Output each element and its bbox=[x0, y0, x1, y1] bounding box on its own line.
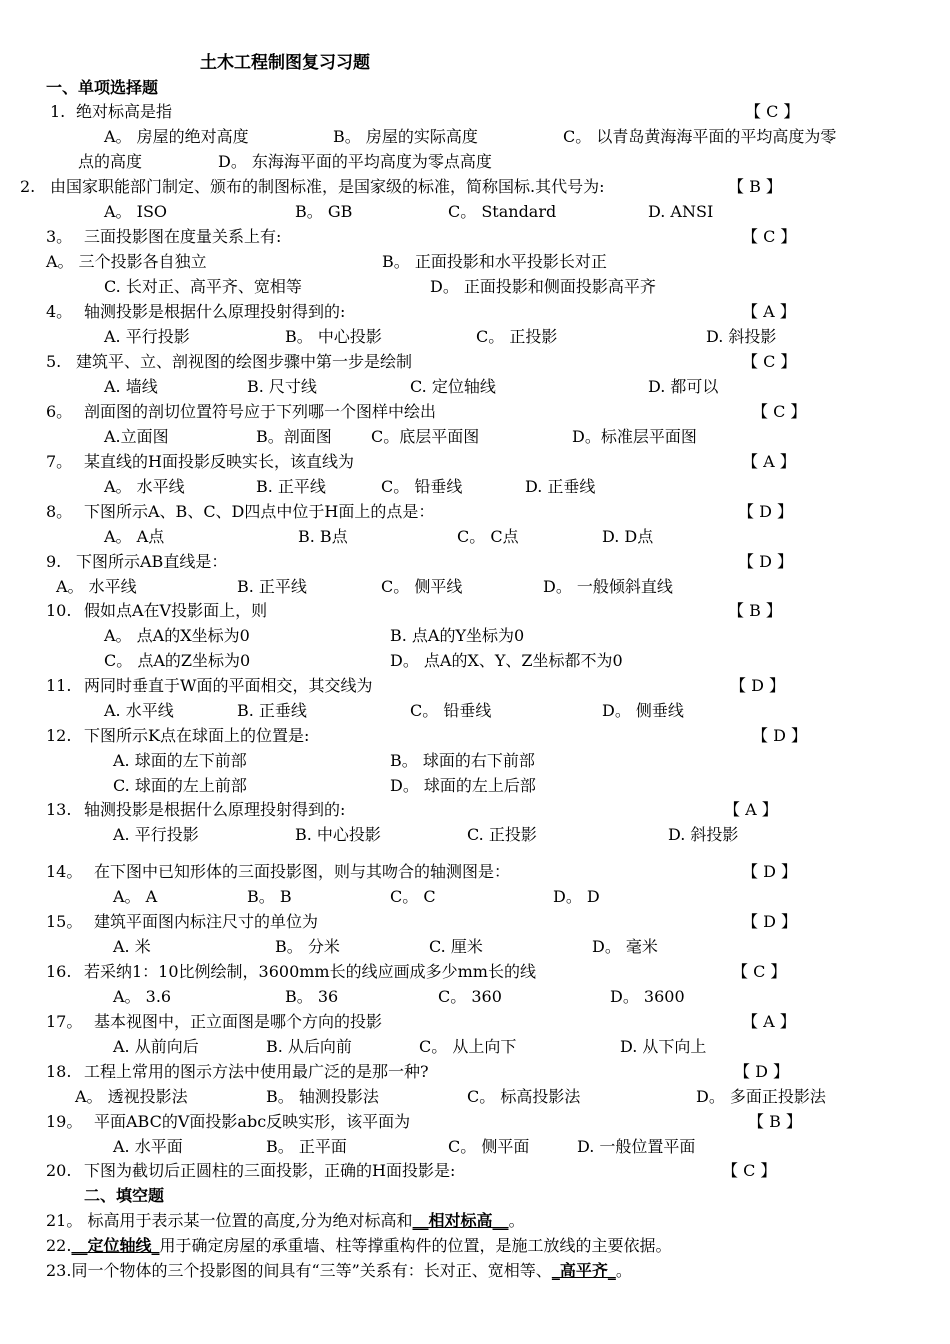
question-stem: 若采纳1：10比例绘制，3600mm长的线应画成多少mm长的线 bbox=[84, 962, 536, 981]
option-d: D。 多面正投影法 bbox=[696, 1087, 826, 1106]
fill-answer: __相对标高__ bbox=[412, 1211, 509, 1230]
question-stem: 下图所示A、B、C、D四点中位于H面上的点是： bbox=[84, 502, 435, 521]
option-a: A。 A点 bbox=[104, 527, 165, 546]
option-d: D. 都可以 bbox=[648, 377, 719, 396]
option-a: A. 墙线 bbox=[104, 377, 158, 396]
question-number: 19。 bbox=[46, 1112, 83, 1131]
question-number: 14。 bbox=[46, 862, 83, 881]
option-c: C. 正投影 bbox=[467, 825, 537, 844]
answer-bracket: 【 B 】 bbox=[748, 1112, 802, 1131]
option-c: C。 360 bbox=[438, 987, 502, 1006]
option-b: B。 正平面 bbox=[266, 1137, 347, 1156]
option-c: C。 侧平线 bbox=[381, 577, 463, 596]
question-stem: 下图为截切后正圆柱的三面投影，正确的H面投影是: bbox=[84, 1161, 456, 1180]
option-c: C。 以青岛黄海海平面的平均高度为零 bbox=[563, 127, 837, 146]
option-c: C. 球面的左上前部 bbox=[113, 776, 247, 795]
answer-bracket: 【 A 】 bbox=[724, 800, 778, 819]
question-stem: 由国家职能部门制定、颁布的制图标准，是国家级的标准，简称国标.其代号为: bbox=[50, 177, 605, 196]
answer-bracket: 【 C 】 bbox=[752, 402, 807, 421]
option-a: A。 三个投影各自独立 bbox=[46, 252, 207, 271]
option-b: B. B点 bbox=[298, 527, 348, 546]
option-b: B。 中心投影 bbox=[285, 327, 382, 346]
option-a: A. 球面的左下前部 bbox=[113, 751, 247, 770]
fill-question-21 bbox=[46, 1211, 525, 1231]
question-number: 16. bbox=[46, 962, 72, 981]
question-number: 20. bbox=[46, 1161, 72, 1180]
option-d: D. ANSI bbox=[648, 202, 714, 221]
option-a: A。 ISO bbox=[104, 202, 168, 221]
question-number: 15。 bbox=[46, 912, 83, 931]
question-number: 12. bbox=[46, 726, 72, 745]
answer-bracket: 【 D 】 bbox=[738, 502, 794, 521]
answer-bracket: 【 B 】 bbox=[728, 601, 782, 620]
option-b: B. 正平线 bbox=[256, 477, 326, 496]
question-number: 11. bbox=[46, 676, 72, 695]
fill-answer: __定位轴线_ bbox=[71, 1236, 160, 1255]
question-number: 4。 bbox=[46, 302, 73, 321]
answer-bracket: 【 D 】 bbox=[730, 676, 786, 695]
question-stem: 平面ABC的V面投影abc反映实形，该平面为 bbox=[94, 1112, 411, 1131]
option-a: A. 水平线 bbox=[104, 701, 174, 720]
question-stem: 建筑平面图内标注尺寸的单位为 bbox=[94, 912, 319, 931]
option-b: B。 B bbox=[247, 887, 292, 906]
option-b: B。 球面的右下前部 bbox=[390, 751, 535, 770]
answer-bracket: 【 C 】 bbox=[745, 102, 800, 121]
option-b: B。 轴测投影法 bbox=[266, 1087, 379, 1106]
option-d: D。 一般倾斜直线 bbox=[543, 577, 673, 596]
option-c: C。 标高投影法 bbox=[467, 1087, 581, 1106]
fill-text: 。 bbox=[615, 1261, 632, 1280]
question-stem: 剖面图的剖切位置符号应于下列哪一个图样中绘出 bbox=[84, 402, 437, 421]
answer-bracket: 【 D 】 bbox=[752, 726, 808, 745]
option-c: C。 从上向下 bbox=[419, 1037, 517, 1056]
answer-bracket: 【 D 】 bbox=[742, 912, 798, 931]
answer-bracket: 【 C 】 bbox=[732, 962, 787, 981]
question-number: 2. bbox=[20, 177, 36, 196]
option-d: D. 从下向上 bbox=[620, 1037, 707, 1056]
option-c: C. 长对正、高平齐、宽相等 bbox=[104, 277, 302, 296]
option-d: D. D点 bbox=[602, 527, 654, 546]
option-b: B. 中心投影 bbox=[295, 825, 381, 844]
option-d: D。 球面的左上后部 bbox=[390, 776, 536, 795]
option-d: D。 3600 bbox=[610, 987, 685, 1006]
question-stem: 工程上常用的图示方法中使用最广泛的是那一种? bbox=[84, 1062, 429, 1081]
option-a: A. 米 bbox=[113, 937, 151, 956]
question-stem: 建筑平、立、剖视图的绘图步骤中第一步是绘制 bbox=[76, 352, 413, 371]
fill-text: 用于确定房屋的承重墙、柱等撑重构件的位置，是施工放线的主要依据。 bbox=[159, 1236, 672, 1255]
answer-bracket: 【 A 】 bbox=[742, 302, 796, 321]
option-d: D. 正垂线 bbox=[525, 477, 596, 496]
option-b: B。 房屋的实际高度 bbox=[333, 127, 478, 146]
option-d: D。 D bbox=[553, 887, 600, 906]
option-c: C。 C bbox=[390, 887, 436, 906]
question-number: 10. bbox=[46, 601, 72, 620]
option-b: B. 正平线 bbox=[237, 577, 307, 596]
option-a: A。 水平线 bbox=[56, 577, 137, 596]
fill-question-23 bbox=[46, 1261, 632, 1281]
option-c: C。 侧平面 bbox=[448, 1137, 530, 1156]
answer-bracket: 【 A 】 bbox=[742, 1012, 796, 1031]
question-number: 8。 bbox=[46, 502, 73, 521]
option-a: A。 点A的X坐标为0 bbox=[104, 626, 250, 645]
option-b: B。剖面图 bbox=[256, 427, 332, 446]
option-d: D. 斜投影 bbox=[668, 825, 739, 844]
option-c: C。 C点 bbox=[457, 527, 519, 546]
option-d: D。 东海海平面的平均高度为零点高度 bbox=[218, 152, 492, 171]
option-a: A。 透视投影法 bbox=[75, 1087, 188, 1106]
section-heading-choice: 一、单项选择题 bbox=[46, 78, 159, 97]
option-c-continued: 点的高度 bbox=[78, 152, 143, 171]
answer-bracket: 【 D 】 bbox=[734, 1062, 790, 1081]
section-heading-fill: 二、填空题 bbox=[84, 1186, 165, 1205]
answer-bracket: 【 D 】 bbox=[742, 862, 798, 881]
option-b: B。 正面投影和水平投影长对正 bbox=[382, 252, 607, 271]
option-a: A. 平行投影 bbox=[104, 327, 190, 346]
fill-answer: _高平齐_ bbox=[551, 1261, 616, 1280]
option-b: B。 GB bbox=[295, 202, 353, 221]
answer-bracket: 【 C 】 bbox=[722, 1161, 777, 1180]
question-stem: 在下图中已知形体的三面投影图，则与其吻合的轴测图是： bbox=[94, 862, 511, 881]
option-b: B。 分米 bbox=[275, 937, 340, 956]
question-number: 1. bbox=[50, 102, 66, 121]
option-c: C. 定位轴线 bbox=[410, 377, 496, 396]
fill-text: 21。 标高用于表示某一位置的高度,分为绝对标高和 bbox=[46, 1211, 413, 1230]
option-a: A. 水平面 bbox=[113, 1137, 183, 1156]
option-a: A.立面图 bbox=[104, 427, 169, 446]
option-d: D。 侧垂线 bbox=[602, 701, 684, 720]
question-number: 5. bbox=[46, 352, 62, 371]
option-d: D。标准层平面图 bbox=[572, 427, 697, 446]
fill-text: 22. bbox=[46, 1236, 72, 1255]
option-b: B. 正垂线 bbox=[237, 701, 307, 720]
question-stem: 假如点A在V投影面上，则 bbox=[84, 601, 268, 620]
option-b: B。 36 bbox=[285, 987, 339, 1006]
option-c: C. 厘米 bbox=[429, 937, 483, 956]
question-number: 18. bbox=[46, 1062, 72, 1081]
option-d: D。 点A的X、Y、Z坐标都不为0 bbox=[390, 651, 623, 670]
answer-bracket: 【 A 】 bbox=[742, 452, 796, 471]
option-a: A。 房屋的绝对高度 bbox=[104, 127, 249, 146]
question-number: 6。 bbox=[46, 402, 73, 421]
question-number: 3。 bbox=[46, 227, 73, 246]
option-b: B. 从后向前 bbox=[266, 1037, 352, 1056]
option-c: C。 Standard bbox=[448, 202, 557, 221]
option-a: A。 水平线 bbox=[104, 477, 185, 496]
question-stem: 基本视图中，正立面图是哪个方向的投影 bbox=[94, 1012, 383, 1031]
question-stem: 轴测投影是根据什么原理投射得到的: bbox=[84, 302, 346, 321]
question-stem: 三面投影图在度量关系上有: bbox=[84, 227, 282, 246]
question-number: 17。 bbox=[46, 1012, 83, 1031]
question-number: 13. bbox=[46, 800, 72, 819]
question-stem: 轴测投影是根据什么原理投射得到的: bbox=[84, 800, 346, 819]
option-c: C。底层平面图 bbox=[371, 427, 480, 446]
question-stem: 绝对标高是指 bbox=[76, 102, 173, 121]
page-title: 土木工程制图复习习题 bbox=[200, 53, 370, 73]
option-d: D. 斜投影 bbox=[706, 327, 777, 346]
fill-text: 23.同一个物体的三个投影图的间具有“三等”关系有：长对正、宽相等、 bbox=[46, 1261, 552, 1280]
answer-bracket: 【 B 】 bbox=[728, 177, 782, 196]
question-stem: 某直线的H面投影反映实长，该直线为 bbox=[84, 452, 354, 471]
option-a: A。 3.6 bbox=[113, 987, 172, 1006]
fill-text: 。 bbox=[508, 1211, 525, 1230]
option-c: C。 正投影 bbox=[476, 327, 558, 346]
option-d: D。 正面投影和侧面投影高平齐 bbox=[430, 277, 656, 296]
fill-question-22 bbox=[46, 1236, 671, 1256]
option-c: C。 铅垂线 bbox=[381, 477, 463, 496]
question-stem: 两同时垂直于W面的平面相交，其交线为 bbox=[84, 676, 373, 695]
answer-bracket: 【 C 】 bbox=[742, 352, 797, 371]
question-stem: 下图所示AB直线是： bbox=[76, 552, 228, 571]
option-d: D. 一般位置平面 bbox=[577, 1137, 696, 1156]
option-a: A. 平行投影 bbox=[113, 825, 199, 844]
option-c: C。 点A的Z坐标为0 bbox=[104, 651, 251, 670]
option-a: A。 A bbox=[113, 887, 158, 906]
option-a: A. 从前向后 bbox=[113, 1037, 199, 1056]
option-b: B. 点A的Y坐标为0 bbox=[390, 626, 525, 645]
question-number: 7。 bbox=[46, 452, 73, 471]
option-d: D。 毫米 bbox=[592, 937, 658, 956]
question-number: 9. bbox=[46, 552, 62, 571]
answer-bracket: 【 C 】 bbox=[742, 227, 797, 246]
answer-bracket: 【 D 】 bbox=[738, 552, 794, 571]
question-stem: 下图所示K点在球面上的位置是: bbox=[84, 726, 310, 745]
option-b: B. 尺寸线 bbox=[247, 377, 317, 396]
option-c: C。 铅垂线 bbox=[410, 701, 492, 720]
